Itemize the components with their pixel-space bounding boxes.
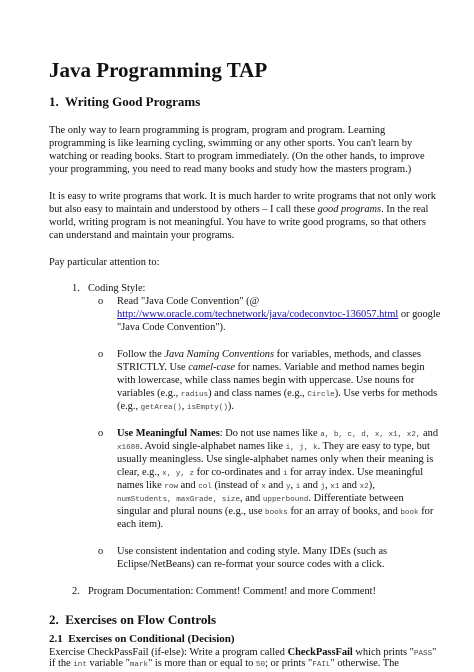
text: for co-ordinates and <box>194 467 283 478</box>
text: and <box>339 480 360 491</box>
text: (e.g., <box>117 401 141 412</box>
text: which prints " <box>352 647 414 658</box>
text: and <box>300 480 321 491</box>
paragraph-line: "Java Code Convention"). <box>117 322 226 333</box>
paragraph-line: Read "Java Code Convention" (@ <box>117 296 260 307</box>
text: , <box>325 480 331 491</box>
bold-text: Use Meaningful Names <box>117 428 220 439</box>
page-title: Java Programming TAP <box>49 58 268 82</box>
code-text: numStudents, maxGrade, size <box>117 496 241 504</box>
code-text: x, y, z <box>162 470 195 478</box>
text: and <box>420 428 439 439</box>
text: or google <box>398 309 441 320</box>
oracle-code-convention-link[interactable]: http://www.oracle.com/technetwork/java/codeconvtoc-136057.html <box>117 309 399 320</box>
emphasis-text: camel-case <box>188 362 235 373</box>
code-text: i <box>295 483 301 491</box>
list-number: 1. <box>72 283 80 294</box>
code-text: 50 <box>255 661 266 669</box>
section-title: Writing Good Programs <box>65 94 201 109</box>
text: variable " <box>86 658 130 669</box>
section-number: 1. <box>49 94 59 109</box>
paragraph-line: It is easy to write programs that work. It is much harder to write programs that not only work <box>49 191 436 202</box>
paragraph-line <box>117 361 425 374</box>
code-text: FAIL <box>312 661 331 669</box>
list-item-text: Coding Style: <box>88 283 146 294</box>
code-text: upperbound <box>262 496 309 504</box>
text: if the <box>49 658 74 669</box>
text: for variables, methods, and classes <box>274 349 421 360</box>
bold-text: CheckPassFail <box>287 647 353 658</box>
paragraph-line: world, writing program is not meaningful. You have to write good programs, so that others <box>49 217 426 228</box>
paragraph-line: each item). <box>117 519 164 530</box>
text: and <box>178 480 199 491</box>
text: Follow the <box>117 349 165 360</box>
subsection-title: Exercises on Conditional (Decision) <box>68 633 235 645</box>
text: clear, e.g., <box>117 467 163 478</box>
code-text: book <box>400 509 419 517</box>
text: ), <box>368 480 375 491</box>
paragraph-line: usually meaningless. Use single-alphabet names only when their meaning is <box>117 454 434 465</box>
paragraph-line: programming is like learning cycling, swimming or any other sports. You can't learn by <box>49 138 413 149</box>
paragraph-line <box>49 203 428 216</box>
paragraph-line <box>117 308 440 321</box>
emphasis-text: Java Naming Conventions <box>164 349 275 360</box>
text: . They are easy to type, but <box>317 441 430 452</box>
code-text: books <box>265 509 288 517</box>
text: " is more than or equal to <box>148 658 256 669</box>
paragraph-line <box>117 505 433 520</box>
paragraph-line: your programming, you need to read many books and study how the masters program.) <box>49 164 412 175</box>
code-text: a, b, c, d, x, x1, x2, <box>320 431 421 439</box>
code-text: i, j, k <box>285 444 318 452</box>
list-item-text: Program Documentation: Comment! Comment! and more Comment! <box>88 586 377 597</box>
text: : Do not use names like <box>219 428 321 439</box>
code-text: x1 <box>330 483 340 491</box>
text: for array index. Use meaningful <box>287 467 424 478</box>
paragraph-line <box>117 400 234 415</box>
text: . Avoid single-alphabet names like <box>139 441 286 452</box>
paragraph-line: The only way to learn programming is program, program and program. Learning <box>49 125 386 136</box>
text: . Differentiate between <box>308 493 404 504</box>
bullet-marker: o <box>98 546 104 557</box>
subsection-number: 2.1 <box>49 633 63 645</box>
bullet-marker: o <box>98 349 104 360</box>
text: , <box>181 401 187 412</box>
text: . In the real <box>381 204 429 215</box>
text: singular and plural nouns (e.g., use <box>117 506 266 517</box>
code-text: x1688 <box>117 444 140 452</box>
text: " otherwise. The <box>330 658 399 669</box>
code-text: PASS <box>413 650 433 658</box>
code-text: x <box>261 483 266 491</box>
section-title: Exercises on Flow Controls <box>65 612 217 627</box>
text: and <box>265 480 286 491</box>
code-text: radius <box>180 391 209 399</box>
text: , <box>290 480 296 491</box>
bullet-marker: o <box>98 428 104 439</box>
paragraph-line: Pay particular attention to: <box>49 257 160 268</box>
text: variables (e.g., <box>117 388 181 399</box>
code-text: col <box>198 483 212 491</box>
text: ; or prints " <box>265 658 313 669</box>
text: for <box>418 506 434 517</box>
code-text: Circle <box>307 391 335 399</box>
paragraph-line: Use consistent indentation and coding style. Many IDEs (such as <box>117 546 388 557</box>
code-text: x2 <box>359 483 369 491</box>
code-text: i <box>282 470 288 478</box>
text: for names. Variable and method names begin <box>234 362 425 373</box>
bullet-marker: o <box>98 296 104 307</box>
code-text: getArea() <box>140 404 182 412</box>
text: ) and class names (e.g., <box>208 388 308 399</box>
paragraph-line: can understand and maintain your programs. <box>49 230 235 241</box>
section-heading-1 <box>49 94 200 110</box>
text: ). Use verbs for methods <box>334 388 438 399</box>
paragraph-line: watching or reading books. Start to program immediately. (On the other hands, to improve <box>49 151 425 162</box>
text: , and <box>240 493 263 504</box>
code-text: row <box>164 483 178 491</box>
subsection-heading <box>49 632 235 646</box>
code-text: y <box>285 483 291 491</box>
emphasis-text: good programs <box>317 204 382 215</box>
section-number: 2. <box>49 612 59 627</box>
code-text: int <box>73 661 87 669</box>
paragraph-line <box>117 348 421 361</box>
text: (instead of <box>211 480 262 491</box>
text: Exercise CheckPassFail (if-else): Write a program called <box>49 647 288 658</box>
text: STRICTLY. Use <box>117 362 189 373</box>
section-heading-2 <box>49 612 216 628</box>
text: but also easy to maintain and understood by others – I call these <box>49 204 318 215</box>
text: ). <box>227 401 234 412</box>
code-text: mark <box>129 661 149 669</box>
text: for an array of books, and <box>287 506 401 517</box>
code-text: j <box>320 483 326 491</box>
text: names like <box>117 480 165 491</box>
paragraph-line: Eclipse/NetBeans) can re-format your source codes with a click. <box>117 559 385 570</box>
list-number: 2. <box>72 586 80 597</box>
code-text: isEmpty() <box>186 404 228 412</box>
text: " <box>432 647 437 658</box>
paragraph-line: with lowercase, while class names begin with uppercase. Use nouns for <box>117 375 415 386</box>
